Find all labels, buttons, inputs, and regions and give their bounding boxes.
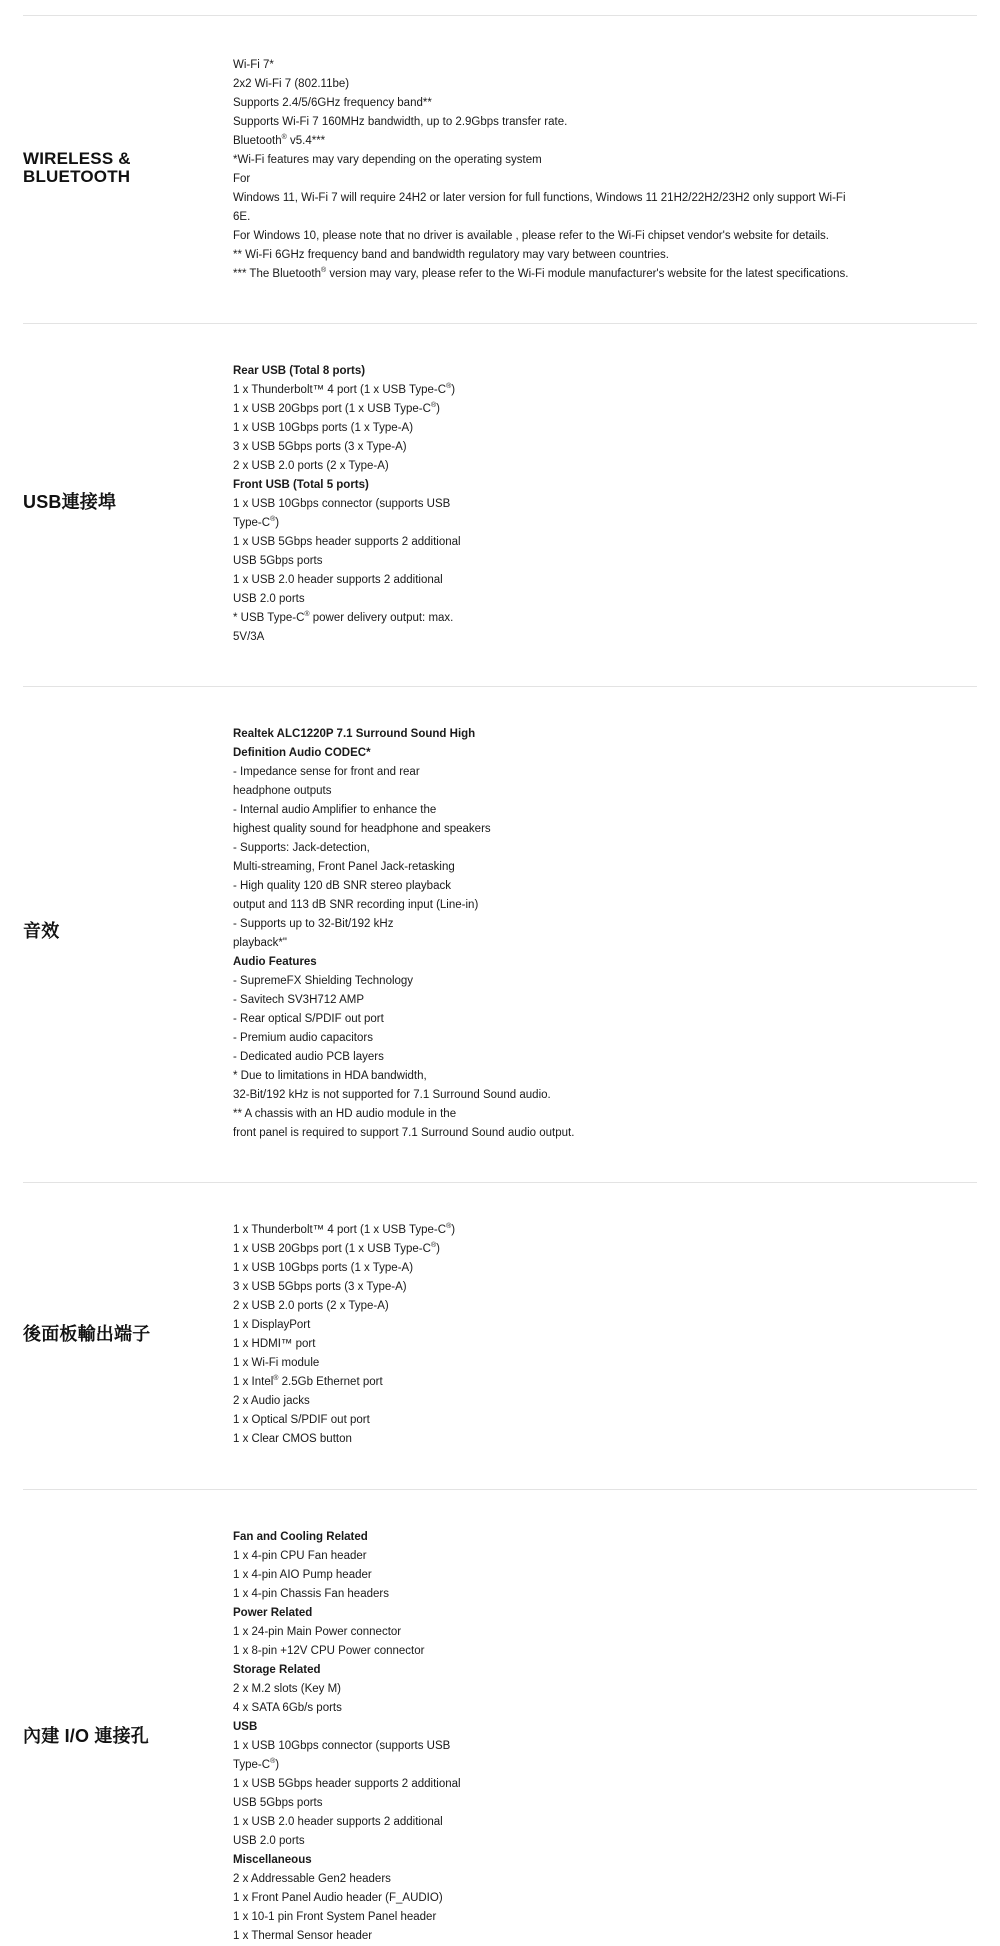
section-divider: [23, 1182, 977, 1183]
spec-line: 1 x Wi-Fi module: [233, 1357, 320, 1369]
spec-line: 1 x Thunderbolt™ 4 port (1 x USB Type-C®): [233, 383, 456, 396]
spec-line: *** The Bluetooth® version may vary, please refer to the Wi-Fi module manufacturer's website for the latest specifications.: [233, 267, 849, 280]
spec-line: 2 x USB 2.0 ports (2 x Type-A): [233, 460, 389, 472]
spec-line: Wi-Fi 7*: [233, 59, 274, 71]
spec-line: 1 x USB 10Gbps connector (supports USB: [233, 498, 451, 510]
spec-label-wireless: WIRELESS & BLUETOOTH: [23, 149, 131, 186]
spec-line: 1 x HDMI™ port: [233, 1338, 316, 1350]
spec-line: highest quality sound for headphone and speakers: [233, 823, 491, 835]
section-divider: [23, 15, 977, 16]
spec-line: Multi-streaming, Front Panel Jack-retasking: [233, 861, 455, 873]
spec-line: 2 x Addressable Gen2 headers: [233, 1873, 391, 1885]
spec-line: - Rear optical S/PDIF out port: [233, 1013, 384, 1025]
spec-line: - Premium audio capacitors: [233, 1032, 373, 1044]
section-divider: [23, 686, 977, 687]
spec-line: 1 x DisplayPort: [233, 1319, 311, 1331]
spec-line: USB 5Gbps ports: [233, 555, 323, 567]
spec-line: Type-C®): [233, 1758, 280, 1771]
spec-content-audio: [233, 725, 873, 1143]
spec-line: 4 x SATA 6Gb/s ports: [233, 1702, 342, 1714]
spec-line: 1 x Optical S/PDIF out port: [233, 1414, 370, 1426]
spec-line: playback*": [233, 937, 287, 949]
spec-line: Supports 2.4/5/6GHz frequency band**: [233, 97, 432, 109]
spec-subheading: Miscellaneous: [233, 1854, 312, 1866]
spec-line: 1 x USB 5Gbps header supports 2 additional: [233, 536, 461, 548]
spec-line: 1 x USB 20Gbps port (1 x USB Type-C®): [233, 402, 440, 415]
spec-line: 1 x 4-pin AIO Pump header: [233, 1569, 372, 1581]
spec-line: 2x2 Wi-Fi 7 (802.11be): [233, 78, 350, 90]
spec-line: 1 x 4-pin CPU Fan header: [233, 1550, 367, 1562]
spec-line: Windows 11, Wi-Fi 7 will require 24H2 or later version for full functions, Windows 11 21H2/22H2/23H2 only support Wi-Fi: [233, 192, 846, 204]
spec-line: 1 x USB 5Gbps header supports 2 additional: [233, 1778, 461, 1790]
spec-line: ** A chassis with an HD audio module in the: [233, 1108, 457, 1120]
spec-line: 2 x M.2 slots (Key M): [233, 1683, 341, 1695]
spec-line: Bluetooth® v5.4***: [233, 134, 326, 147]
spec-line: 1 x USB 20Gbps port (1 x USB Type-C®): [233, 1242, 440, 1255]
section-divider: [23, 1489, 977, 1490]
spec-line: - High quality 120 dB SNR stereo playback: [233, 880, 451, 892]
spec-line: 1 x Thermal Sensor header: [233, 1930, 373, 1942]
spec-line: 1 x 4-pin Chassis Fan headers: [233, 1588, 389, 1600]
spec-line: ** Wi-Fi 6GHz frequency band and bandwidth regulatory may vary between countries.: [233, 249, 669, 261]
spec-line: output and 113 dB SNR recording input (Line-in): [233, 899, 479, 911]
spec-line: 32-Bit/192 kHz is not supported for 7.1 Surround Sound audio.: [233, 1089, 551, 1101]
spec-line: 1 x Clear CMOS button: [233, 1433, 352, 1445]
spec-line: * Due to limitations in HDA bandwidth,: [233, 1070, 427, 1082]
section-divider: [23, 323, 977, 324]
spec-subheading: Audio Features: [233, 956, 317, 968]
spec-line: USB 5Gbps ports: [233, 1797, 323, 1809]
spec-label-rear-io: 後面板輸出端子: [23, 1324, 151, 1344]
spec-line: 2 x Audio jacks: [233, 1395, 310, 1407]
spec-subheading: Front USB (Total 5 ports): [233, 479, 369, 491]
spec-subheading: Definition Audio CODEC*: [233, 747, 371, 759]
spec-line: 2 x USB 2.0 ports (2 x Type-A): [233, 1300, 389, 1312]
spec-line: front panel is required to support 7.1 Surround Sound audio output.: [233, 1127, 575, 1139]
spec-line: *Wi-Fi features may vary depending on the operating system: [233, 154, 542, 166]
spec-line: 1 x USB 10Gbps ports (1 x Type-A): [233, 1262, 414, 1274]
spec-line: Supports Wi-Fi 7 160MHz bandwidth, up to 2.9Gbps transfer rate.: [233, 116, 568, 128]
spec-subheading: Power Related: [233, 1607, 313, 1619]
spec-line: - SupremeFX Shielding Technology: [233, 975, 414, 987]
spec-line: For: [233, 173, 251, 185]
spec-line: 6E.: [233, 211, 251, 223]
spec-subheading: Fan and Cooling Related: [233, 1531, 368, 1543]
spec-content-rear-io: [233, 1221, 873, 1449]
spec-line: Type-C®): [233, 516, 280, 529]
spec-subheading: USB: [233, 1721, 258, 1733]
spec-subheading: Storage Related: [233, 1664, 321, 1676]
spec-line: 5V/3A: [233, 631, 265, 643]
spec-line: 3 x USB 5Gbps ports (3 x Type-A): [233, 441, 407, 453]
spec-line: 1 x USB 10Gbps ports (1 x Type-A): [233, 422, 414, 434]
spec-line: 1 x Front Panel Audio header (F_AUDIO): [233, 1892, 443, 1904]
spec-line: - Supports up to 32-Bit/192 kHz: [233, 918, 394, 930]
spec-content-internal-io: [233, 1528, 873, 1946]
spec-content-wireless: [233, 56, 873, 284]
spec-line: USB 2.0 ports: [233, 593, 305, 605]
spec-label-audio: 音效: [23, 921, 60, 941]
spec-line: 1 x 10-1 pin Front System Panel header: [233, 1911, 437, 1923]
spec-line: 1 x USB 2.0 header supports 2 additional: [233, 574, 443, 586]
spec-line: 1 x USB 2.0 header supports 2 additional: [233, 1816, 443, 1828]
spec-line: 3 x USB 5Gbps ports (3 x Type-A): [233, 1281, 407, 1293]
spec-subheading: Realtek ALC1220P 7.1 Surround Sound High: [233, 728, 476, 740]
spec-line: 1 x Thunderbolt™ 4 port (1 x USB Type-C®): [233, 1223, 456, 1236]
spec-line: - Savitech SV3H712 AMP: [233, 994, 365, 1006]
spec-line: 1 x USB 10Gbps connector (supports USB: [233, 1740, 451, 1752]
spec-line: - Impedance sense for front and rear: [233, 766, 420, 778]
spec-line: - Internal audio Amplifier to enhance the: [233, 804, 437, 816]
spec-line: 1 x Intel® 2.5Gb Ethernet port: [233, 1375, 383, 1388]
spec-line: 1 x 24-pin Main Power connector: [233, 1626, 402, 1638]
spec-label-usb: USB連接埠: [23, 492, 117, 512]
spec-line: - Dedicated audio PCB layers: [233, 1051, 384, 1063]
spec-line: For Windows 10, please note that no driver is available , please refer to the Wi-Fi chipset vendor's website for details.: [233, 230, 830, 242]
spec-line: USB 2.0 ports: [233, 1835, 305, 1847]
spec-line: - Supports: Jack-detection,: [233, 842, 370, 854]
spec-line: 1 x 8-pin +12V CPU Power connector: [233, 1645, 425, 1657]
spec-subheading: Rear USB (Total 8 ports): [233, 365, 366, 377]
spec-line: * USB Type-C® power delivery output: max.: [233, 611, 454, 624]
spec-content-usb: [233, 362, 873, 647]
spec-label-internal-io: 內建 I/O 連接孔: [23, 1726, 150, 1746]
spec-line: headphone outputs: [233, 785, 332, 797]
